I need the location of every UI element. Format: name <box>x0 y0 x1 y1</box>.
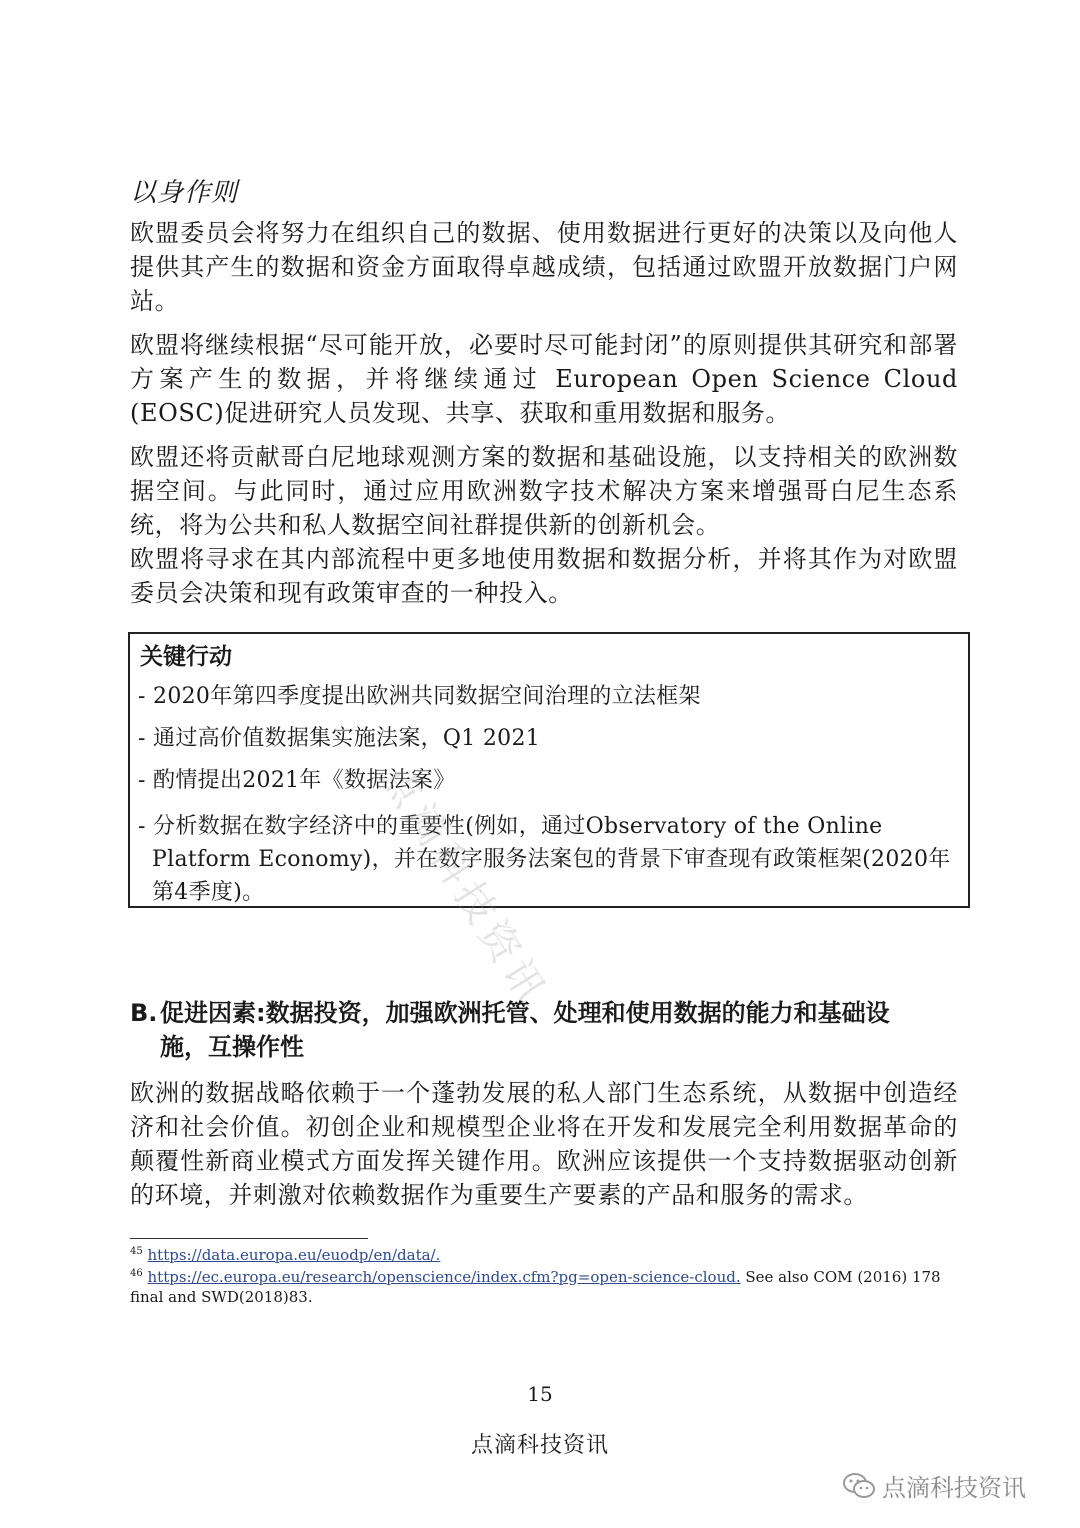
footnote-45 <box>130 1242 960 1265</box>
footnote-link[interactable]: https://ec.europa.eu/research/openscience/index.cfm?pg=open-science-cloud. <box>147 1268 741 1286</box>
footnote-divider <box>130 1238 368 1239</box>
wechat-label: 点滴科技资讯 <box>882 1474 1026 1502</box>
section-b-heading <box>130 996 960 1064</box>
footnote-number: 45 <box>130 1246 143 1257</box>
paragraph-2: 欧盟将继续根据“尽可能开放，必要时尽可能封闭”的原则提供其研究和部署方案产生的数据，并将继续通过 European Open Science Cloud (EOSC)促进研究人员发现、共享、获取和重用数据和服务。 <box>130 331 958 427</box>
key-action-item: - 酌情提出2021年《数据法案》 <box>138 768 456 793</box>
paragraph-4: 欧盟将寻求在其内部流程中更多地使用数据和数据分析，并将其作为对欧盟委员会决策和现有政策审查的一种投入。 <box>130 545 958 607</box>
page-number: 15 <box>527 1382 553 1406</box>
paragraph-3: 欧盟还将贡献哥白尼地球观测方案的数据和基础设施，以支持相关的欧洲数据空间。与此同时，通过应用欧洲数字技术解决方案来增强哥白尼生态系统，将为公共和私人数据空间社群提供新的创新机会。 <box>130 443 958 539</box>
key-actions-title: 关键行动 <box>140 644 232 670</box>
section-title-line1: 促进因素:数据投资，加强欧洲托管、处理和使用数据的能力和基础设 <box>160 999 890 1027</box>
paragraph-1: 欧盟委员会将努力在组织自己的数据、使用数据进行更好的决策以及向他人提供其产生的数据和资金方面取得卓越成绩，包括通过欧盟开放数据门户网站。 <box>130 219 958 315</box>
watermark: 点滴科技资讯 <box>371 756 557 1016</box>
footnote-link[interactable]: https://data.europa.eu/euodp/en/data/. <box>147 1246 441 1264</box>
footnote-text: See also COM (2016) 178 final and SWD(2018)83. <box>130 1268 941 1306</box>
key-action-item: - 通过高价值数据集实施法案，Q1 2021 <box>138 726 541 751</box>
section-b-paragraph: 欧洲的数据战略依赖于一个蓬勃发展的私人部门生态系统，从数据中创造经济和社会价值。初创企业和规模型企业将在开发和发展完全利用数据革命的颠覆性新商业模式方面发挥关键作用。欧洲应该提供一个支持数据驱动创新的环境，并刺激对依赖数据作为重要生产要素的产品和服务的需求。 <box>130 1079 958 1209</box>
footnote-number: 46 <box>130 1268 143 1279</box>
key-action-item: - 2020年第四季度提出欧洲共同数据空间治理的立法框架 <box>138 684 701 709</box>
footer-brand: 点滴科技资讯 <box>470 1433 609 1458</box>
subsection-heading: 以身作则 <box>130 178 239 208</box>
footnote-46 <box>130 1264 960 1307</box>
section-title-line2: 施，互操作性 <box>160 1033 304 1061</box>
wechat-watermark <box>842 1468 1026 1503</box>
key-action-item: - 分析数据在数字经济中的重要性(例如，通过Observatory of the Online Platform Economy)，并在数字服务法案包的背景下审查现有政策框架(2020年第4季度)。 <box>138 814 951 905</box>
key-actions-box <box>128 632 970 908</box>
section-number: B. <box>130 999 158 1027</box>
wechat-icon <box>842 1471 876 1501</box>
